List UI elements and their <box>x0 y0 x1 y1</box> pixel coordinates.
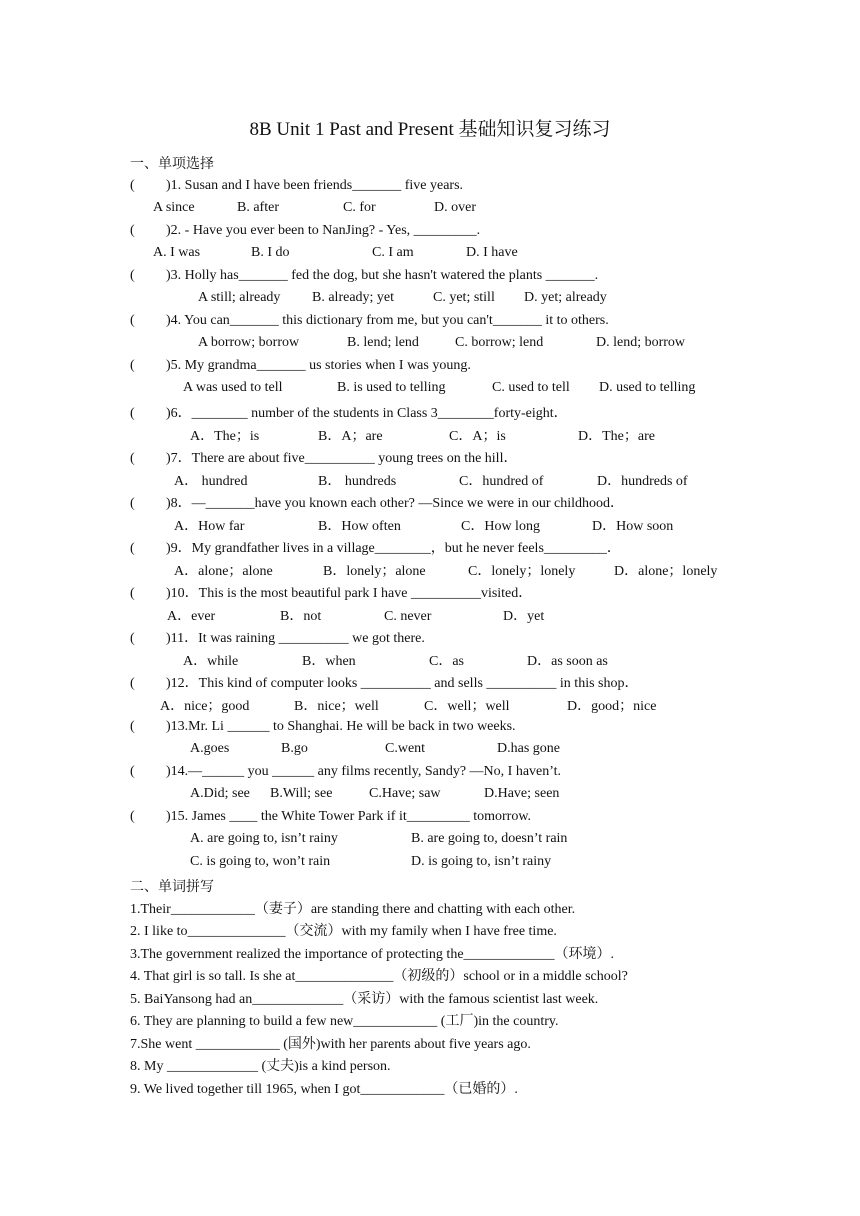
question-2: ( )2. - Have you ever been to NanJing? - Yes, _________. <box>130 223 481 238</box>
options-10: A．ever B．not C. never D．yet <box>167 609 545 624</box>
question-8: ( )8．—_______have you known each other? —Since we were in our childhood． <box>130 496 624 511</box>
options-1: A since B. after C. for D. over <box>153 200 476 215</box>
word-item-2: 2. I like to______________（交流）with my family when I have free time. <box>130 924 557 939</box>
options-7: A． hundred B． hundreds C．hundred of D．hundreds of <box>174 474 688 489</box>
question-11: ( )11．It was raining __________ we got there. <box>130 631 425 646</box>
question-5: ( )5. My grandma_______ us stories when I was young. <box>130 358 471 373</box>
word-item-3: 3.The government realized the importance of protecting the_____________（环境）. <box>130 947 615 962</box>
word-item-7: 7.She went ____________ (国外)with her parents about five years ago. <box>130 1037 531 1052</box>
question-7: ( )7．There are about five__________ young trees on the hill． <box>130 451 518 466</box>
word-item-4: 4. That girl is so tall. Is she at______________（初级的）school or in a middle school? <box>130 969 628 984</box>
options-13: A.goes B.go C.went D.has gone <box>190 741 560 756</box>
options-14: A.Did; see B.Will; see C.Have; saw D.Have; seen <box>190 786 560 801</box>
question-4: ( )4. You can_______ this dictionary from me, but you can't_______ it to others. <box>130 313 609 328</box>
question-6: ( )6．________ number of the students in Class 3________forty-eight． <box>130 406 568 421</box>
options-2: A. I was B. I do C. I am D. I have <box>153 245 518 260</box>
question-9: ( )9．My grandfather lives in a village________，but he never feels_________． <box>130 541 621 556</box>
options-15-row2: C. is going to, won’t rain D. is going to, isn’t rainy <box>190 854 552 869</box>
word-item-8: 8. My _____________ (丈夫)is a kind person. <box>130 1059 391 1074</box>
question-12: ( )12．This kind of computer looks __________ and sells __________ in this shop． <box>130 676 639 691</box>
word-item-5: 5. BaiYansong had an_____________（采访）with the famous scientist last week. <box>130 992 599 1007</box>
options-5: A was used to tell B. is used to telling C. used to tell D. used to telling <box>183 380 696 395</box>
page-title: 8B Unit 1 Past and Present 基础知识复习练习 <box>249 119 611 140</box>
question-13: ( )13.Mr. Li ______ to Shanghai. He will be back in two weeks. <box>130 719 516 734</box>
section-heading-word-spelling: 二、单词拼写 <box>130 880 214 895</box>
options-8: A．How far B．How often C．How long D．How soon <box>174 519 674 534</box>
options-15-row1: A. are going to, isn’t rainy B. are going to, doesn’t rain <box>190 831 568 846</box>
options-3: A still; already B. already; yet C. yet; still D. yet; already <box>198 290 607 305</box>
question-3: ( )3. Holly has_______ fed the dog, but she hasn't watered the plants _______. <box>130 268 599 283</box>
options-9: A．alone；alone B．lonely；alone C．lonely；lonely D．alone；lonely <box>174 564 718 579</box>
options-4: A borrow; borrow B. lend; lend C. borrow; lend D. lend; borrow <box>198 335 686 350</box>
question-1: ( )1. Susan and I have been friends_______ five years. <box>130 178 464 193</box>
word-item-6: 6. They are planning to build a few new____________ (工厂)in the country. <box>130 1014 559 1029</box>
question-15: ( )15. James ____ the White Tower Park if it_________ tomorrow. <box>130 809 532 824</box>
section-heading-single-choice: 一、单项选择 <box>130 157 214 172</box>
word-item-9: 9. We lived together till 1965, when I got____________（已婚的）. <box>130 1082 518 1097</box>
options-6: A．The；is B．A；are C．A；is D．The；are <box>190 429 655 444</box>
options-12: A．nice；good B．nice；well C．well；well D．good；nice <box>160 699 657 714</box>
question-10: ( )10．This is the most beautiful park I have __________visited． <box>130 586 533 601</box>
options-11: A．while B．when C．as D．as soon as <box>183 654 608 669</box>
word-item-1: 1.Their____________（妻子）are standing there and chatting with each other. <box>130 902 576 917</box>
question-14: ( )14.—______ you ______ any films recently, Sandy? —No, I haven’t. <box>130 764 562 779</box>
